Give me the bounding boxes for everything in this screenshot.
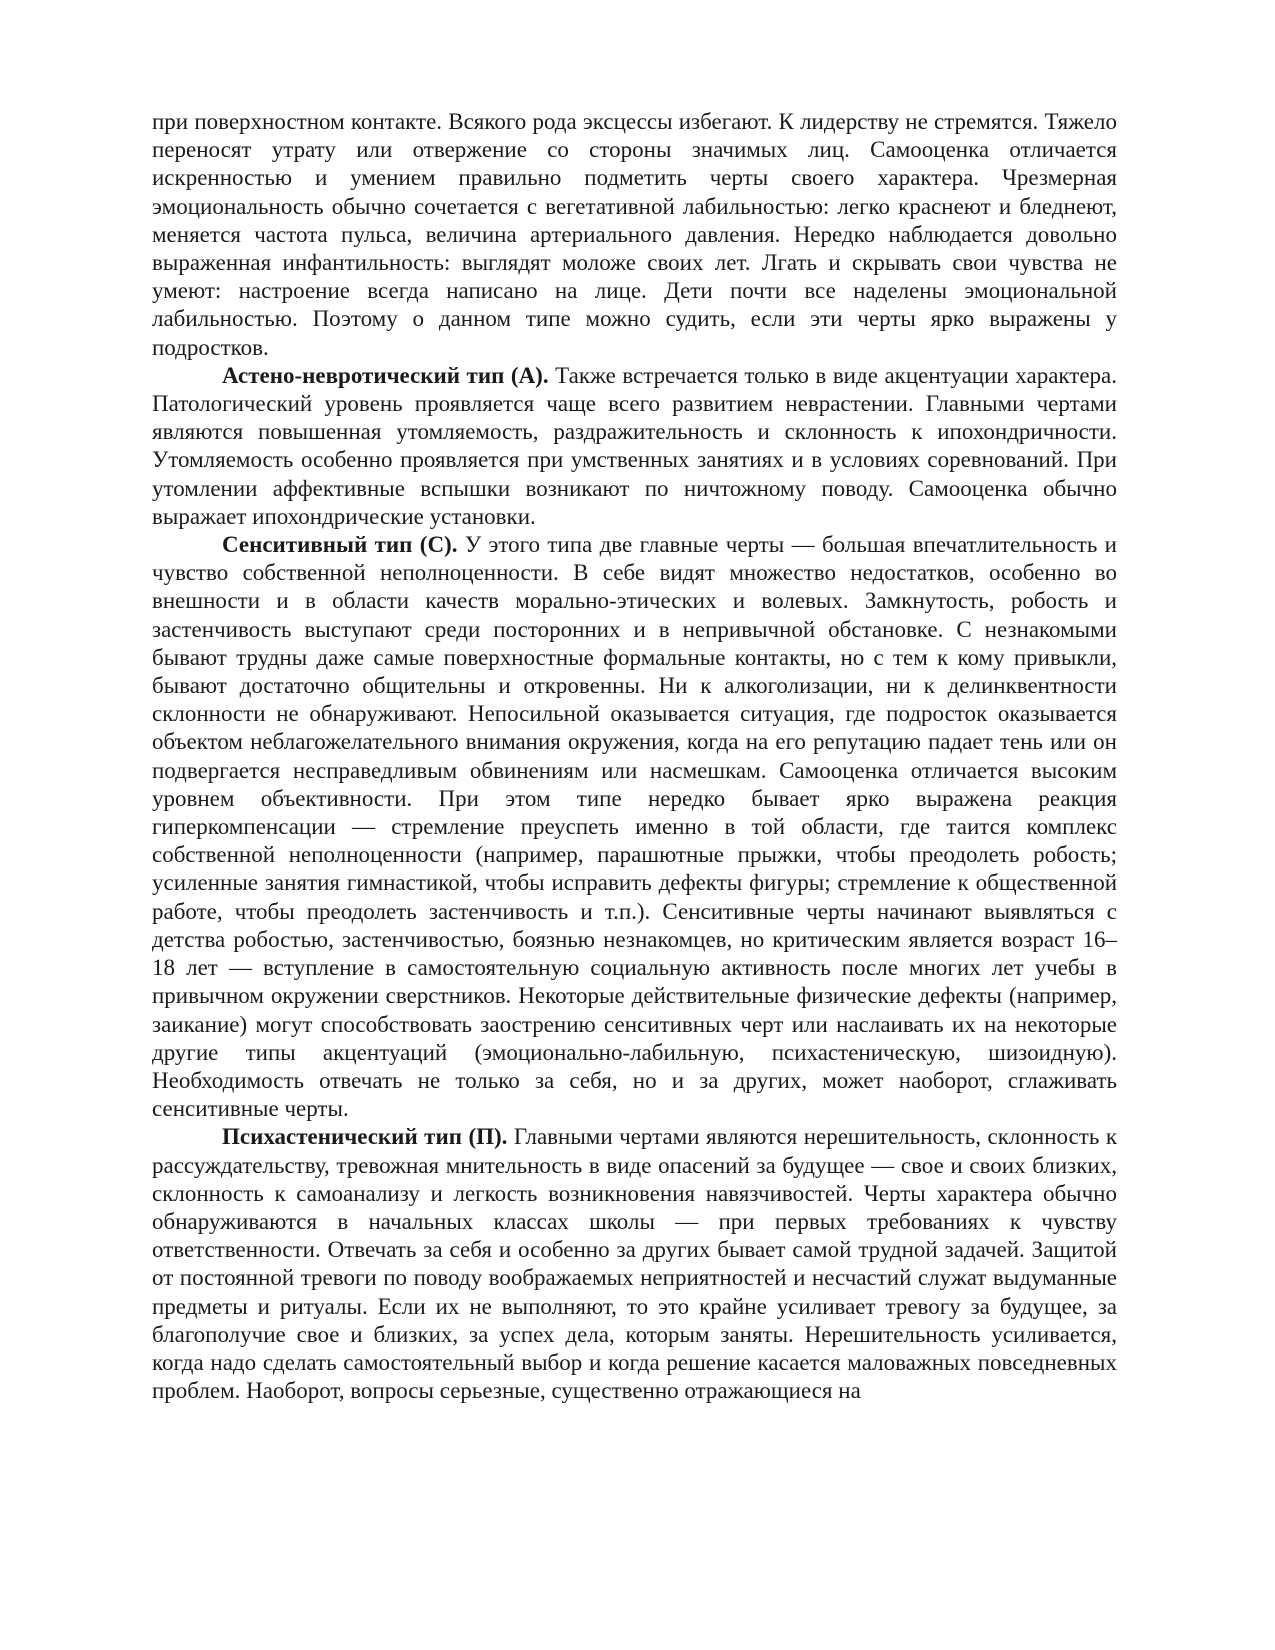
paragraph-text: Также встречается только в виде акцентуации характера. Патологический уровень проявляется чаще всего развитием неврастении. Главными чертами являются повышенная утомляемость, раздражительность и склонность к ипохондричности. Утомляемость особенно проявляется при умственных занятиях и в условиях соревнований. При утомлении аффективные вспышки возникают по ничтожному поводу. Самооценка обычно выражает ипохондрические установки. — [152, 362, 1117, 529]
paragraph-psychasthenic-type — [152, 1123, 1117, 1405]
paragraph-continuation — [152, 108, 1117, 362]
paragraph-heading: Астено-невротический тип (А). — [222, 362, 549, 388]
document-page — [152, 108, 1117, 1405]
paragraph-heading: Сенситивный тип (С). — [222, 532, 458, 558]
paragraph-heading: Психастенический тип (П). — [222, 1124, 508, 1150]
paragraph-text: Главными чертами являются нерешительность, склонность к рассуждательству, тревожная мнительность в виде опасений за будущее — свое и своих близких, склонность к самоанализу и легкость возникновения навязчивостей. Черты характера обычно обнаруживаются в начальных классах школы — при первых требованиях к чувству ответственности. Отвечать за себя и особенно за других бывает самой трудной задачей. Защитой от постоянной тревоги по поводу воображаемых неприятностей и несчастий служат выдуманные предметы и ритуалы. Если их не выполняют, то это крайне усиливает тревогу за будущее, за благополучие свое и близких, за успех дела, которым заняты. Нерешительность усиливается, когда надо сделать самостоятельный выбор и когда решение касается маловажных повседневных проблем. Наоборот, вопросы серьезные, существенно отражающиеся на — [152, 1124, 1117, 1404]
paragraph-asthenic-type — [152, 362, 1117, 531]
paragraph-text: при поверхностном контакте. Всякого рода эксцессы избегают. К лидерству не стремятся. Тяжело переносят утрату или отвержение со стороны значимых лиц. Самооценка отличается искренностью и умением правильно подметить черты своего характера. Чрезмерная эмоциональность обычно сочетается с вегетативной лабильностью: легко краснеют и бледнеют, меняется частота пульса, величина артериального давления. Нередко наблюдается довольно выраженная инфантильность: выглядят моложе своих лет. Лгать и скрывать свои чувства не умеют: настроение всегда написано на лице. Дети почти все наделены эмоциональной лабильностью. Поэтому о данном типе можно судить, если эти черты ярко выражены у подростков. — [152, 109, 1117, 360]
paragraph-sensitive-type — [152, 531, 1117, 1123]
paragraph-text: У этого типа две главные черты — большая впечатлительность и чувство собственной неполноценности. В себе видят множество недостатков, особенно во внешности и в области качеств морально-этических и волевых. Замкнутость, робость и застенчивость выступают среди посторонних и в непривычной обстановке. С незнакомыми бывают трудны даже самые поверхностные формальные контакты, но с тем к кому привыкли, бывают достаточно общительны и откровенны. Ни к алкоголизации, ни к делинквентности склонности не обнаруживают. Непосильной оказывается ситуация, где подросток оказывается объектом неблагожелательного внимания окружения, когда на его репутацию падает тень или он подвергается несправедливым обвинениям или насмешкам. Самооценка отличается высоким уровнем объективности. При этом типе нередко бывает ярко выражена реакция гиперкомпенсации — стремление преуспеть именно в той области, где таится комплекс собственной неполноценности (например, парашютные прыжки, чтобы преодолеть робость; усиленные занятия гимнастикой, чтобы исправить дефекты фигуры; стремление к общественной работе, чтобы преодолеть застенчивость и т.п.). Сенситивные черты начинают выявляться с детства робостью, застенчивостью, боязнью незнакомцев, но критическим является возраст 16–18 лет — вступление в самостоятельную социальную активность после многих лет учебы в привычном окружении сверстников. Некоторые действительные физические дефекты (например, заикание) могут способствовать заострению сенситивных черт или наслаивать их на некоторые другие типы акцентуаций (эмоционально-лабильную, психастеническую, шизоидную). Необходимость отвечать не только за себя, но и за других, может наоборот, сглаживать сенситивные черты. — [152, 532, 1117, 1122]
